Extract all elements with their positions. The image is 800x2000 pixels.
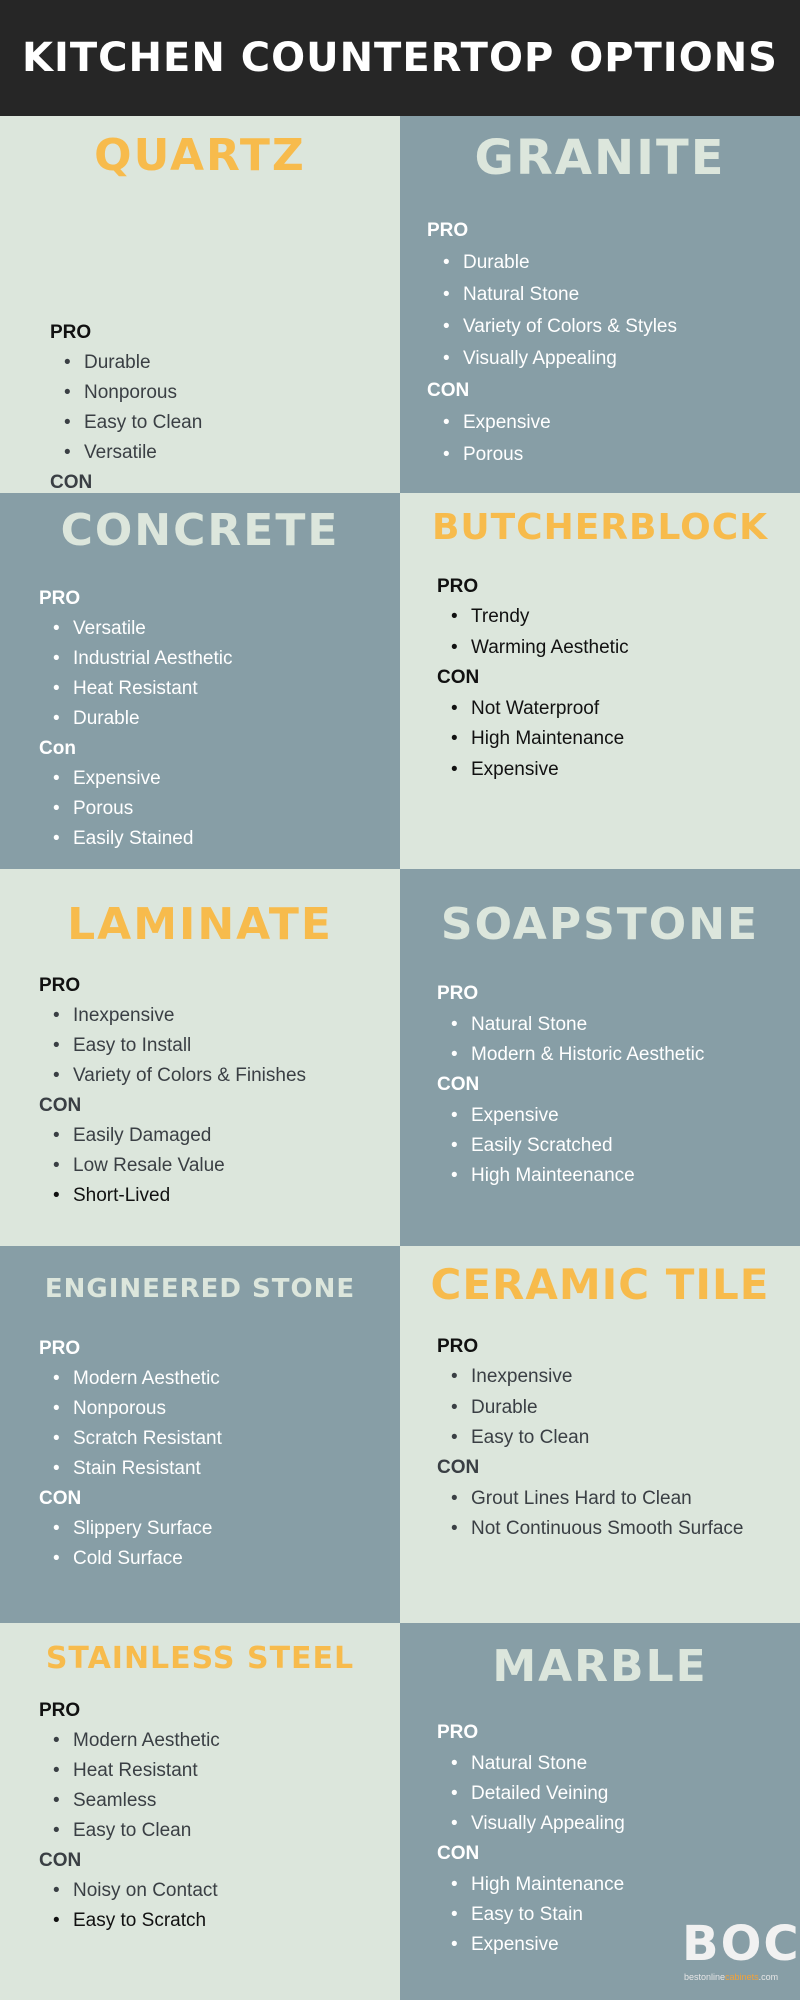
pro-item: • Durable [84, 352, 151, 374]
card-stainless-steel [0, 1623, 400, 2000]
pro-item: • Warming Aesthetic [471, 637, 629, 659]
con-item: • Slippery Surface [73, 1518, 212, 1540]
con-item: • Porous [463, 444, 523, 466]
con-item: • Expensive [463, 412, 551, 434]
con-label: CON [437, 1457, 480, 1478]
pro-label: PRO [39, 975, 81, 996]
pro-item: • Durable [463, 252, 530, 274]
pro-item: • Nonporous [73, 1398, 166, 1420]
pro-item: • Inexpensive [471, 1366, 572, 1388]
pro-label: PRO [437, 1336, 479, 1357]
pro-item: • Trendy [471, 606, 529, 628]
pro-item: • Easy to Clean [471, 1427, 589, 1449]
card-ceramic-tile [400, 1246, 800, 1623]
con-item: • Low Resale Value [73, 1155, 225, 1177]
page-title: KITCHEN COUNTERTOP OPTIONS [22, 35, 778, 81]
pro-label: PRO [437, 1722, 479, 1743]
pro-label: PRO [39, 588, 81, 609]
pro-item: • Natural Stone [471, 1014, 587, 1036]
pro-item: • Scratch Resistant [73, 1428, 222, 1450]
con-label: CON [39, 1850, 82, 1871]
pro-item: • Easy to Clean [73, 1820, 191, 1842]
logo-letters [682, 1918, 799, 1970]
card-quartz [0, 116, 400, 493]
con-label: CON [39, 1488, 82, 1509]
con-item: • Not Continuous Smooth Surface [471, 1518, 744, 1540]
pro-item: • Natural Stone [463, 284, 579, 306]
con-item: • Easily Stained [73, 828, 193, 850]
con-label: CON [50, 472, 93, 493]
card-title: GRANITE [474, 130, 726, 186]
con-label: CON [39, 1095, 82, 1116]
con-label: Con [39, 738, 76, 759]
card-title: CONCRETE [60, 505, 340, 556]
con-item: • High Maintenance [471, 728, 624, 750]
pro-item: • Easy to Install [73, 1035, 191, 1057]
con-item: • High Mainteenance [471, 1165, 635, 1187]
card-title: CERAMIC TILE [430, 1260, 770, 1309]
card-concrete [0, 493, 400, 869]
card-title: STAINLESS STEEL [45, 1641, 355, 1676]
pro-item: • Variety of Colors & Finishes [73, 1065, 306, 1087]
header-banner [0, 0, 800, 116]
card-title: MARBLE [492, 1641, 708, 1692]
con-item: • High Maintenance [471, 1874, 624, 1896]
con-label: CON [437, 1074, 480, 1095]
pro-item: • Natural Stone [471, 1753, 587, 1775]
pro-item: • Visually Appealing [463, 348, 617, 370]
pro-item: • Versatile [73, 618, 146, 640]
pro-item: • Durable [471, 1397, 538, 1419]
con-item: • Porous [73, 798, 133, 820]
pro-item: • Inexpensive [73, 1005, 174, 1027]
pro-item: • Modern Aesthetic [73, 1368, 220, 1390]
card-laminate [0, 869, 400, 1246]
con-label: CON [427, 380, 470, 401]
logo-letter-o: O [720, 1916, 762, 1972]
con-item: • Expensive [471, 759, 559, 781]
pro-item: • Versatile [84, 442, 157, 464]
con-item: • Noisy on Contact [73, 1880, 218, 1902]
pro-item: • Stain Resistant [73, 1458, 201, 1480]
card-title: LAMINATE [67, 899, 333, 950]
con-item: • Not Waterproof [471, 698, 599, 720]
con-item: • Expensive [471, 1105, 559, 1127]
pro-item: • Seamless [73, 1790, 156, 1812]
logo-website [684, 1972, 778, 1982]
pro-item: • Detailed Veining [471, 1783, 608, 1805]
con-item: • Easy to Scratch [73, 1910, 206, 1932]
con-label: CON [437, 1843, 480, 1864]
card-granite [400, 116, 800, 493]
card-title: ENGINEERED STONE [44, 1274, 356, 1304]
con-item: • Easily Scratched [471, 1135, 613, 1157]
pro-item: • Durable [73, 708, 140, 730]
con-item: • Cold Surface [73, 1548, 183, 1570]
pro-label: PRO [50, 322, 92, 343]
con-item: • Expensive [73, 768, 161, 790]
card-title: SOAPSTONE [440, 899, 760, 950]
pro-label: PRO [437, 576, 479, 597]
con-item: • Grout Lines Hard to Clean [471, 1488, 692, 1510]
pro-item: • Modern Aesthetic [73, 1730, 220, 1752]
boc-logo [680, 1916, 799, 1984]
con-item: • Short-Lived [73, 1185, 170, 1207]
logo-letter-c: C [763, 1916, 799, 1972]
pro-item: • Variety of Colors & Styles [463, 316, 677, 338]
logo-sub-prefix: bestonline [684, 1972, 726, 1982]
pro-item: • Heat Resistant [73, 1760, 198, 1782]
card-title: BUTCHERBLOCK [431, 507, 769, 548]
con-item: • Easy to Stain [471, 1904, 583, 1926]
con-item: • Expensive [471, 1934, 559, 1956]
pro-label: PRO [437, 983, 479, 1004]
pro-item: • Visually Appealing [471, 1813, 625, 1835]
logo-letter-b: B [682, 1916, 719, 1972]
pro-label: PRO [427, 220, 469, 241]
logo-sub-accent: cabinets [725, 1972, 759, 1982]
pro-label: PRO [39, 1700, 81, 1721]
logo-sub-suffix: .com [758, 1972, 779, 1982]
pro-item: • Industrial Aesthetic [73, 648, 232, 670]
con-item: • Easily Damaged [73, 1125, 211, 1147]
pro-item: • Easy to Clean [84, 412, 202, 434]
con-label: CON [437, 667, 480, 688]
pro-item: • Nonporous [84, 382, 177, 404]
card-title: QUARTZ [94, 130, 306, 181]
pro-item: • Modern & Historic Aesthetic [471, 1044, 704, 1066]
pro-item: • Heat Resistant [73, 678, 198, 700]
pro-label: PRO [39, 1338, 81, 1359]
